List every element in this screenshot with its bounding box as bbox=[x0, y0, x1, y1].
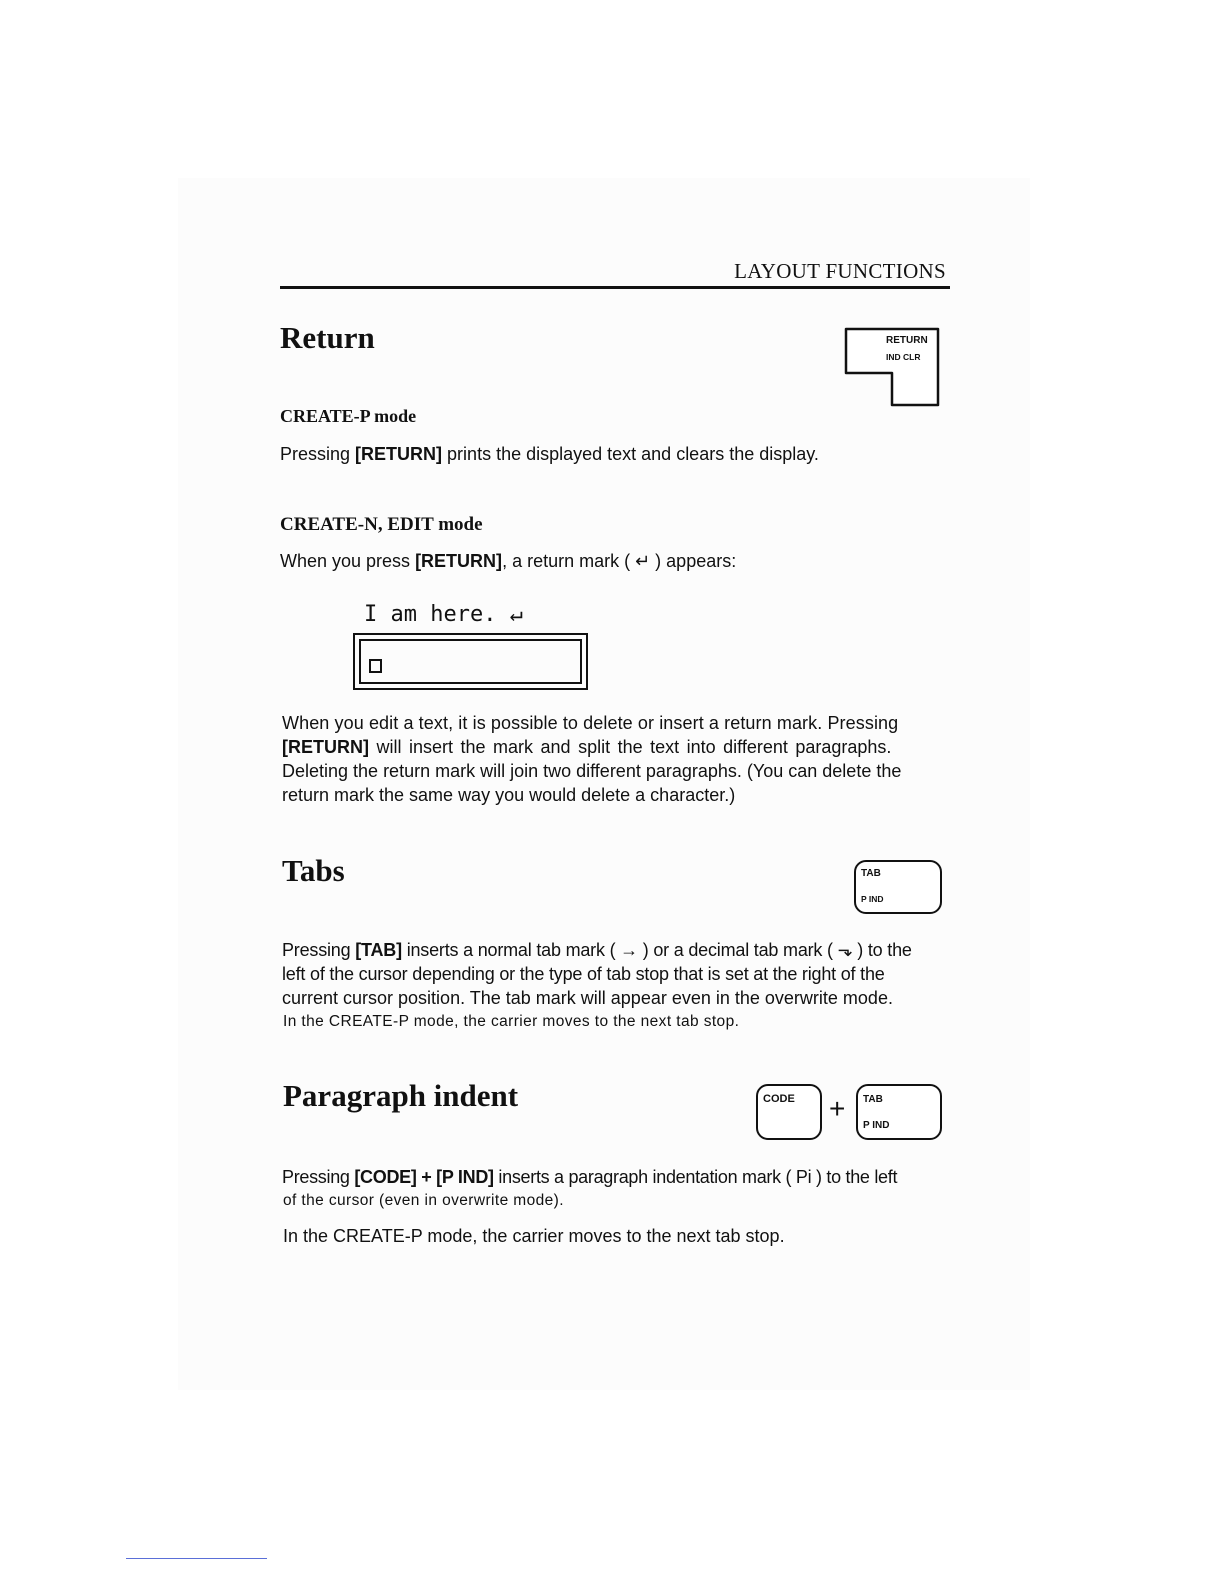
key-reference: [RETURN] bbox=[415, 551, 503, 571]
key-reference: [TAB] bbox=[355, 940, 402, 960]
tab-key-label: TAB bbox=[861, 868, 881, 879]
text: inserts a paragraph indentation mark ( Pi ) to the left bbox=[493, 1167, 898, 1187]
text: Pressing bbox=[280, 444, 356, 464]
footer-rule bbox=[126, 1558, 267, 1559]
heading-create-p: CREATE-P mode bbox=[280, 406, 417, 426]
section-title-tabs: Tabs bbox=[282, 853, 345, 888]
text: , a return mark ( ↵ ) appears: bbox=[502, 551, 737, 571]
tab-key-sublabel: P IND bbox=[861, 894, 884, 904]
text: Pressing bbox=[282, 940, 356, 960]
text: Pressing bbox=[282, 1167, 355, 1187]
code-key-icon bbox=[756, 1084, 822, 1140]
text: will insert the mark and split the text into different paragraphs. bbox=[369, 737, 892, 757]
plus-sign: + bbox=[829, 1093, 846, 1124]
indent-line-1 bbox=[282, 1165, 897, 1189]
header-rule bbox=[280, 286, 950, 289]
paragraph-create-n bbox=[280, 549, 736, 573]
paragraph-create-p bbox=[280, 442, 819, 466]
p-ind-key-label: TAB bbox=[863, 1094, 883, 1105]
tabs-line-4: In the CREATE-P mode, the carrier moves to the next tab stop. bbox=[283, 1013, 740, 1030]
text: When you press bbox=[280, 551, 416, 571]
edit-line-1: When you edit a text, it is possible to delete or insert a return mark. Pressing bbox=[282, 713, 899, 733]
display-screen-inner bbox=[359, 639, 582, 684]
key-reference: [CODE] + [P IND] bbox=[354, 1167, 494, 1187]
return-key-diagram bbox=[842, 325, 942, 410]
indent-line-2: of the cursor (even in overwrite mode). bbox=[283, 1192, 564, 1209]
cursor-block bbox=[369, 659, 382, 673]
text: prints the displayed text and clears the display. bbox=[442, 444, 819, 464]
display-screen bbox=[353, 633, 588, 690]
code-key-label: CODE bbox=[763, 1093, 795, 1105]
display-line-text: I am here. ↵ bbox=[364, 602, 523, 627]
tabs-line-1 bbox=[282, 938, 912, 962]
tabs-line-2: left of the cursor depending or the type of tab stop that is set at the right of the bbox=[282, 964, 885, 984]
return-key-sublabel: IND CLR bbox=[886, 352, 921, 362]
key-reference: [RETURN] bbox=[355, 444, 443, 464]
text: inserts a normal tab mark ( → ) or a decimal tab mark ( ⬎ ) to the bbox=[401, 940, 912, 960]
running-header: LAYOUT FUNCTIONS bbox=[734, 259, 946, 283]
key-reference: [RETURN] bbox=[282, 737, 369, 757]
edit-line-2 bbox=[282, 735, 891, 759]
tab-key-icon bbox=[854, 860, 942, 914]
p-ind-key-sublabel: P IND bbox=[863, 1120, 890, 1131]
heading-create-n-edit: CREATE-N, EDIT mode bbox=[280, 514, 483, 535]
edit-line-4: return mark the same way you would delete a character.) bbox=[282, 785, 736, 805]
section-title-return: Return bbox=[280, 320, 375, 355]
return-key-label: RETURN bbox=[886, 335, 928, 346]
section-title-paragraph-indent: Paragraph indent bbox=[283, 1078, 519, 1113]
indent-line-3: In the CREATE-P mode, the carrier moves to the next tab stop. bbox=[283, 1226, 785, 1246]
edit-line-3: Deleting the return mark will join two different paragraphs. (You can delete the bbox=[282, 761, 902, 781]
p-ind-key-icon bbox=[856, 1084, 942, 1140]
tabs-line-3: current cursor position. The tab mark will appear even in the overwrite mode. bbox=[282, 988, 893, 1008]
